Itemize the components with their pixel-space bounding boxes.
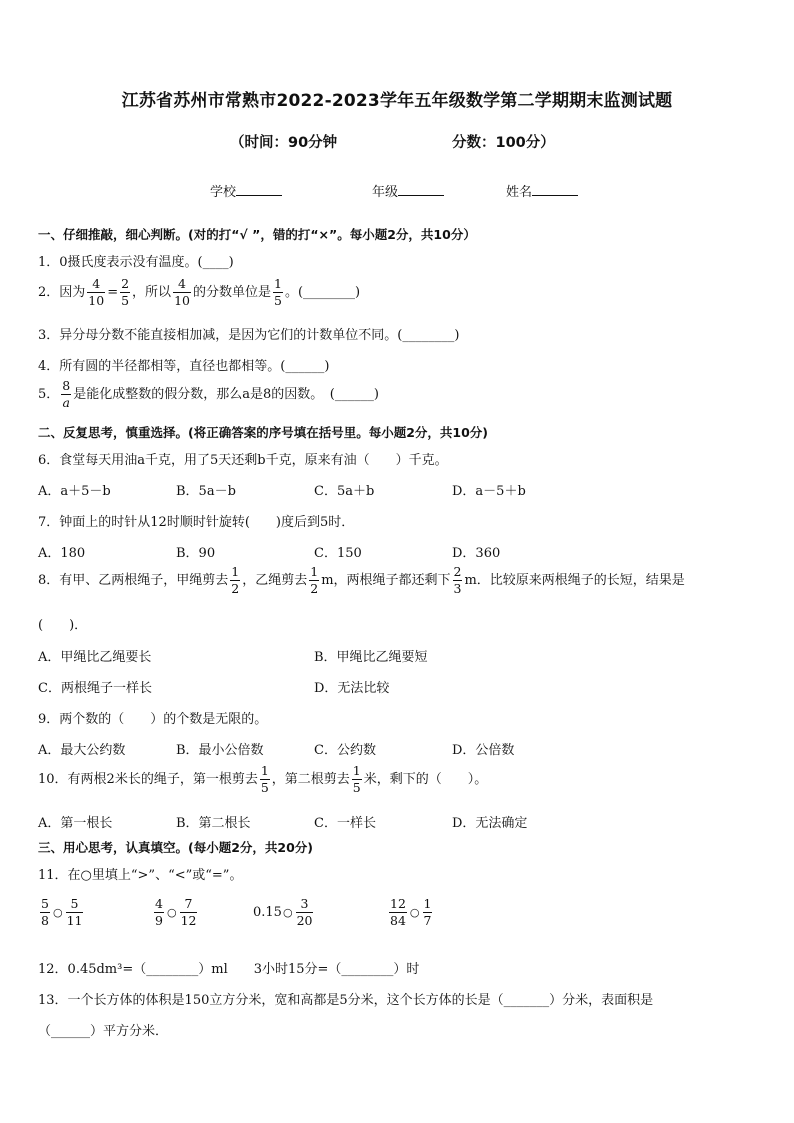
answer-circle[interactable]: ○ xyxy=(52,906,63,919)
fraction: $\frac{3}{20}$ xyxy=(296,896,313,928)
question-6: 6．食堂每天用油a千克，用了5天还剩b千克，原来有油（ ）千克。 xyxy=(38,453,448,468)
fraction: $\frac{5}{8}$ xyxy=(41,896,49,928)
compare-pair-4 xyxy=(387,898,434,927)
q10-option-d: D．无法确定 xyxy=(452,816,528,831)
grade-field xyxy=(372,181,444,200)
name-field xyxy=(506,181,578,200)
score-label: 分数：100分） xyxy=(452,135,555,151)
q6-option-d: D．a－5＋b xyxy=(452,484,526,499)
q7-option-b: B．90 xyxy=(176,546,216,561)
answer-circle[interactable]: ○ xyxy=(166,906,177,919)
q10-option-b: B．第二根长 xyxy=(176,816,251,831)
time-label: （时间：90分钟 xyxy=(230,135,338,151)
q7-option-c: C．150 xyxy=(314,546,362,561)
question-11: 11．在○里填上“>”、“<”或“=”。 xyxy=(38,868,243,883)
section-heading-3: 三、用心思考，认真填空。(每小题2分，共20分) xyxy=(38,840,314,855)
section-heading-2: 二、反复思考，慎重选择。(将正确答案的序号填在括号里。每小题2分，共10分) xyxy=(38,425,489,440)
question-1: 1．0摄氏度表示没有温度。(____) xyxy=(38,255,234,270)
answer-circle[interactable]: ○ xyxy=(409,906,420,919)
fraction: $\frac{4}{10}$ xyxy=(174,276,190,308)
q8-option-b: B．甲绳比乙绳要短 xyxy=(314,650,428,665)
fraction: $\frac{1}{2}$ xyxy=(310,564,319,596)
question-8-line-2: ( )． xyxy=(38,618,88,633)
q10-option-a: A．第一根长 xyxy=(38,816,113,831)
fraction: $\frac{1}{5}$ xyxy=(273,276,282,308)
q9-option-c: C．公约数 xyxy=(314,743,376,758)
grade-label: 年级 xyxy=(372,185,399,200)
compare-pair-3: 0.15○ $\frac{3}{20}$ xyxy=(253,896,313,928)
fraction: $\frac{8}{a}$ xyxy=(62,378,71,410)
answer-circle[interactable]: ○ xyxy=(282,906,293,919)
grade-blank xyxy=(398,183,444,196)
section-heading-1: 一、仔细推敲，细心判断。(对的打“√ ”，错的打“×”。每小题2分，共10分） xyxy=(38,227,476,242)
question-3: 3．异分母分数不能直接相加减，是因为它们的计数单位不同。(________) xyxy=(38,328,460,343)
fraction: $\frac{4}{10}$ xyxy=(88,276,105,308)
fraction: $\frac{2}{3}$ xyxy=(453,564,462,596)
fraction: $\frac{1}{5}$ xyxy=(352,763,361,795)
question-7: 7．钟面上的时针从12时顺时针旋转( )度后到5时． xyxy=(38,515,355,530)
fraction: $\frac{12}{84}$ xyxy=(390,896,406,928)
question-4: 4．所有圆的半径都相等，直径也都相等。(______) xyxy=(38,359,330,374)
fraction: $\frac{1}{7}$ xyxy=(423,896,432,928)
question-12: 12．0.45dm³=（________）ml 3小时15分=（________）时 xyxy=(38,962,420,977)
q7-option-a: A．180 xyxy=(38,546,86,561)
fraction: $\frac{2}{5}$ xyxy=(121,276,130,308)
page-title: 江苏省苏州市常熟市2022-2023学年五年级数学第二学期期末监测试题 xyxy=(121,91,673,111)
fraction: $\frac{5}{11}$ xyxy=(66,896,83,928)
question-13: 13．一个长方体的体积是150立方分米，宽和高都是5分米，这个长方体的长是（_______）分米，表面积是 xyxy=(38,993,654,1008)
question-10: 10．有两根2米长的绳子，第一根剪去 $\frac{1}{5}$ ，第二根剪去 $\frac{1}{5}$ 米，剩下的（ ）。 xyxy=(38,763,488,795)
q9-option-b: B．最小公倍数 xyxy=(176,743,264,758)
compare-pair-2 xyxy=(152,898,199,927)
question-2: 2．因为 $\frac{4}{10}$ = $\frac{2}{5}$ ，所以 $\frac{4}{10}$ 的分数单位是 $\frac{1}{5}$ 。(________) xyxy=(38,276,361,308)
name-label: 姓名 xyxy=(506,185,533,200)
question-9: 9．两个数的（ ）的个数是无限的。 xyxy=(38,712,268,727)
fraction: $\frac{1}{5}$ xyxy=(260,763,269,795)
q8-option-c: C．两根绳子一样长 xyxy=(38,681,152,696)
fraction: $\frac{1}{2}$ xyxy=(231,564,240,596)
q6-option-c: C．5a＋b xyxy=(314,484,375,499)
fraction: $\frac{7}{12}$ xyxy=(180,896,197,928)
q9-option-a: A．最大公约数 xyxy=(38,743,126,758)
q9-option-d: D．公倍数 xyxy=(452,743,515,758)
school-blank xyxy=(236,183,282,196)
fraction: $\frac{4}{9}$ xyxy=(155,896,163,928)
question-5: 5． $\frac{8}{a}$ 是能化成整数的假分数，那么a是8的因数。 (______) xyxy=(38,378,379,410)
q7-option-d: D．360 xyxy=(452,546,501,561)
compare-pair-1 xyxy=(38,898,85,927)
name-blank xyxy=(532,183,578,196)
q6-option-b: B．5a－b xyxy=(176,484,236,499)
question-13-line-2: （______）平方分米． xyxy=(38,1024,169,1039)
q6-option-a: A．a＋5－b xyxy=(38,484,111,499)
q8-option-d: D．无法比较 xyxy=(314,681,390,696)
q8-option-a: A．甲绳比乙绳要长 xyxy=(38,650,152,665)
q10-option-c: C．一样长 xyxy=(314,816,376,831)
school-field xyxy=(210,181,282,200)
question-8: 8．有甲、乙两根绳子，甲绳剪去 $\frac{1}{2}$ ，乙绳剪去 $\frac{1}{2}$ m，两根绳子都还剩下 $\frac{2}{3}$ m．比较原来两根绳子的长短，结果是 xyxy=(38,564,685,596)
school-label: 学校 xyxy=(210,185,237,200)
